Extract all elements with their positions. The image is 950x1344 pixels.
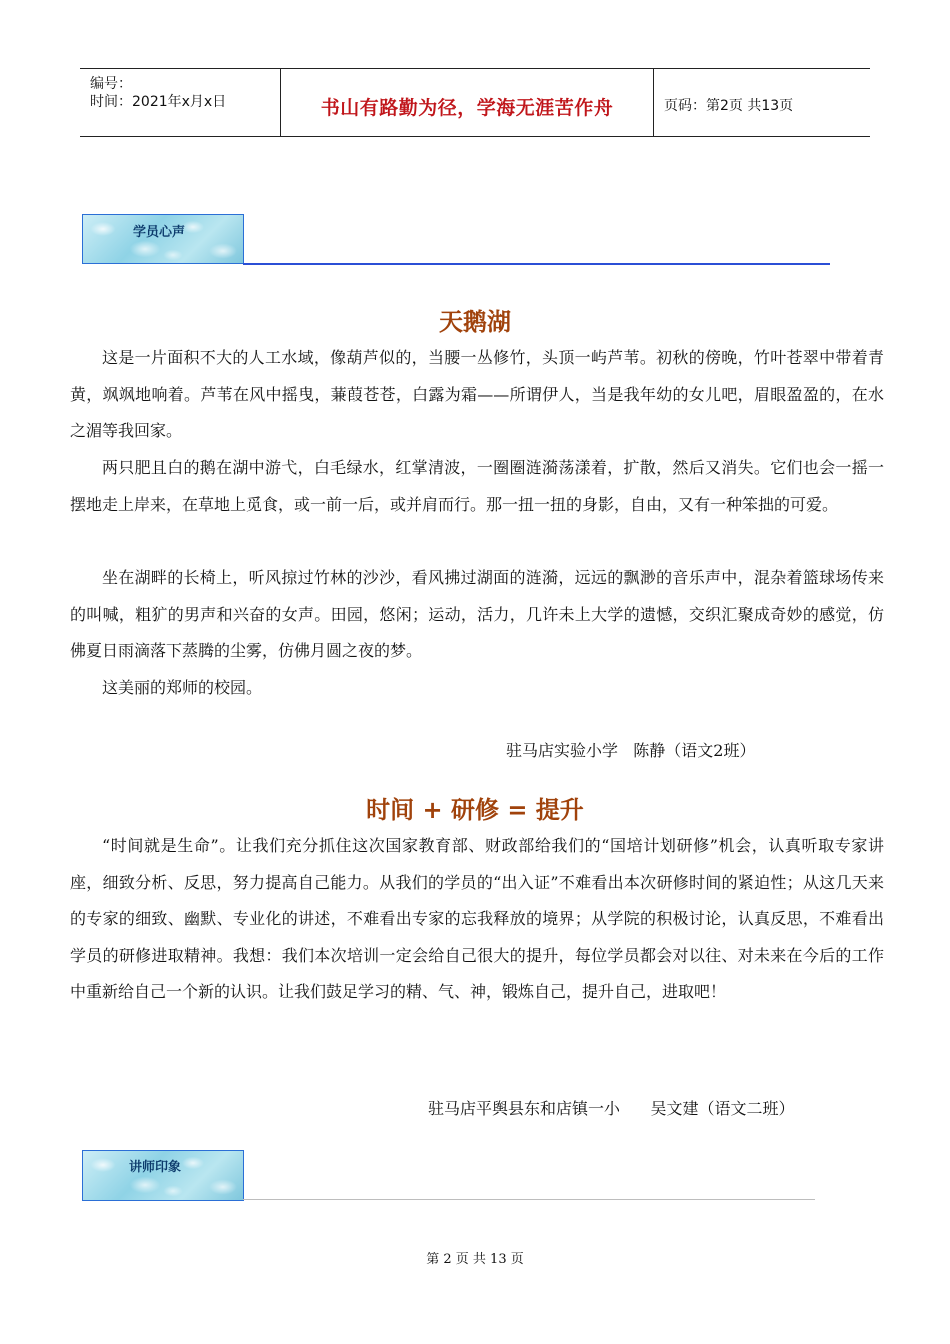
document-header (80, 68, 870, 137)
section-banner-label: 讲师印象 (129, 1160, 182, 1175)
header-meta-cell (80, 69, 281, 136)
article-paragraph: “时间就是生命”。让我们充分抓住这次国家教育部、财政部给我们的“国培计划研修”机会，认真听取专家讲座，细致分析、反思，努力提高自己能力。从我们的学员的“出入证”不难看出本次研修时间的紧迫性；从这几天来的专家的细致、幽默、专业化的讲述，不难看出专家的忘我释放的境界；从学院的积极讨论，认真反思，不难看出学员的研修进取精神。我想：我们本次培训一定会给自己很大的提升，每位学员都会对以往、对未来在今后的工作中重新给自己一个新的认识。让我们鼓足学习的精、气、神，锻炼自己，提升自己，进取吧！ (70, 836, 884, 1001)
article-paragraph: 这是一片面积不大的人工水域，像葫芦似的，当腰一丛修竹，头顶一屿芦苇。初秋的傍晚，竹叶苍翠中带着青黄，飒飒地响着。芦苇在风中摇曳，蒹葭苍苍，白露为霜——所谓伊人，当是我年幼的女儿吧，眉眼盈盈的，在水之湄等我回家。 (70, 348, 884, 440)
section-banner-student-voice (82, 214, 244, 264)
document-number: 编号： (90, 76, 132, 92)
article-signature: 驻马店平舆县东和店镇一小 吴文建（语文二班） (428, 1099, 795, 1118)
article-paragraph: 坐在湖畔的长椅上，听风掠过竹林的沙沙，看风拂过湖面的涟漪，远远的飘渺的音乐声中，混杂着篮球场传来的叫喊，粗犷的男声和兴奋的女声。田园，悠闲；运动，活力，几许未上大学的遗憾，交织汇聚成奇妙的感觉，仿佛夏日雨滴落下蒸腾的尘雾，仿佛月圆之夜的梦。 (70, 568, 884, 660)
article-title: 时间 + 研修 = 提升 (366, 796, 584, 824)
article-title: 天鹅湖 (439, 308, 511, 336)
header-motto: 书山有路勤为径，学海无涯苦作舟 (320, 97, 614, 119)
article-paragraph: 这美丽的郑师的校园。 (102, 678, 263, 697)
section-divider (243, 1199, 815, 1200)
article-signature: 驻马店实验小学 陈静（语文2班） (506, 741, 756, 760)
header-page-cell (654, 69, 870, 136)
document-date: 时间：2021年x月x日 (90, 94, 227, 110)
section-banner-lecturer-impression (82, 1150, 244, 1201)
header-motto-cell (281, 69, 654, 136)
article-paragraph: 两只肥且白的鹅在湖中游弋，白毛绿水，红掌清波，一圈圈涟漪荡漾着，扩散，然后又消失。它们也会一摇一摆地走上岸来，在草地上觅食，或一前一后，或并肩而行。那一扭一扭的身影，自由，又有一种笨拙的可爱。 (70, 458, 884, 514)
page-footer: 第 2 页 共 13 页 (426, 1252, 524, 1267)
section-banner-label: 学员心声 (133, 225, 186, 240)
header-page-number: 页码：第2页 共13页 (664, 98, 794, 114)
section-divider (243, 263, 830, 265)
